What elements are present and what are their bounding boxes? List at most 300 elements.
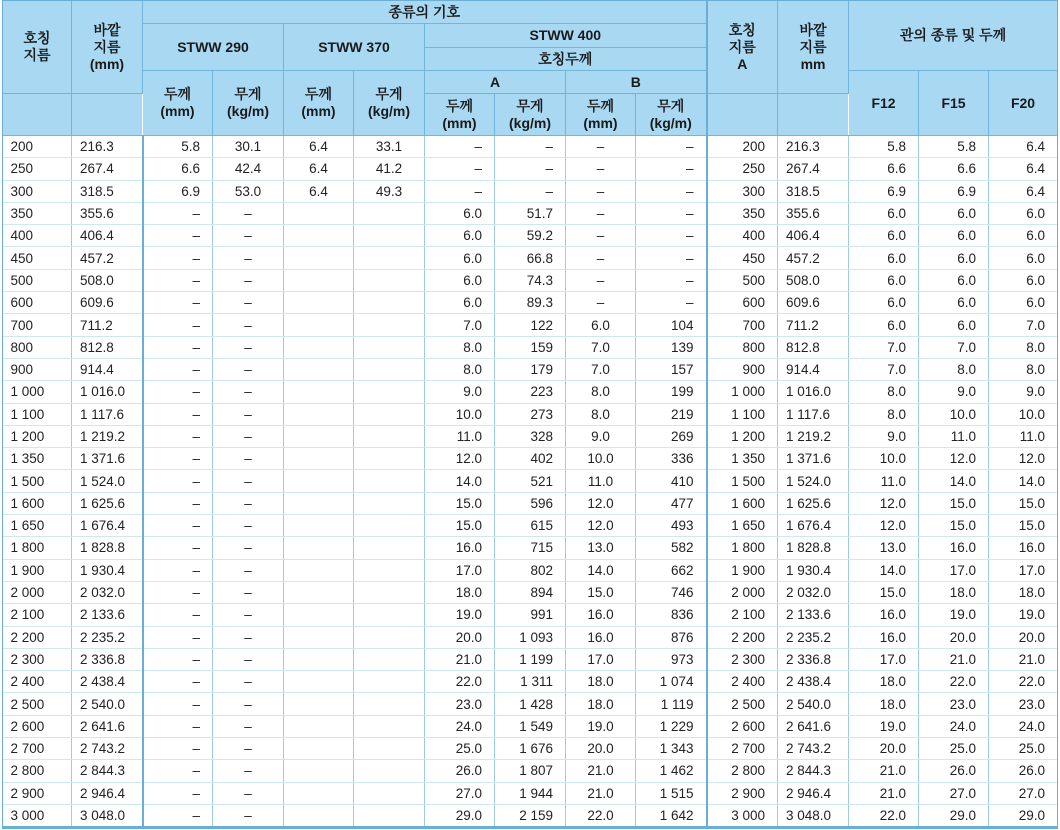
cell-outer-dia: 355.6 [72, 202, 143, 224]
cell-a-thickness: 10.0 [425, 403, 495, 425]
cell-outer-dia-mm: 2 641.6 [778, 715, 849, 737]
cell-outer-dia-mm: 2 743.2 [778, 738, 849, 760]
nominal-diameter-header-spacer [3, 94, 72, 136]
cell-b-thickness: 16.0 [566, 626, 636, 648]
cell-nominal-dia: 3 000 [3, 804, 72, 827]
cell-a-thickness: 8.0 [425, 336, 495, 358]
cell-stww290-weight: – [213, 648, 284, 670]
cell-stww370-weight [354, 358, 425, 380]
table-row [3, 269, 1058, 291]
cell-stww370-thickness [284, 448, 354, 470]
cell-stww290-thickness: – [143, 804, 213, 827]
cell-stww290-weight: – [213, 738, 284, 760]
cell-stww290-weight: – [213, 358, 284, 380]
cell-a-weight: 122 [495, 314, 566, 336]
cell-outer-dia-mm: 216.3 [778, 136, 849, 158]
cell-b-thickness: 8.0 [566, 403, 636, 425]
cell-stww290-thickness: – [143, 782, 213, 804]
cell-nominal-dia-a: 2 100 [707, 604, 778, 626]
cell-outer-dia: 812.8 [72, 336, 143, 358]
cell-f12: 21.0 [849, 782, 919, 804]
cell-b-weight: 1 642 [636, 804, 707, 827]
cell-f20: 6.0 [989, 247, 1058, 269]
cell-b-weight: 876 [636, 626, 707, 648]
cell-stww290-weight: – [213, 225, 284, 247]
cell-nominal-dia: 800 [3, 336, 72, 358]
cell-f20: 29.0 [989, 804, 1058, 827]
cell-f20: 9.0 [989, 381, 1058, 403]
cell-nominal-dia-a: 1 350 [707, 448, 778, 470]
cell-outer-dia: 711.2 [72, 314, 143, 336]
cell-b-thickness: – [566, 180, 636, 202]
cell-f20: 6.0 [989, 292, 1058, 314]
cell-f20: 22.0 [989, 671, 1058, 693]
cell-nominal-dia: 300 [3, 180, 72, 202]
stww290-header: STWW 290 [143, 24, 284, 71]
cell-b-weight: – [636, 292, 707, 314]
cell-stww290-weight: – [213, 693, 284, 715]
cell-a-thickness: 15.0 [425, 492, 495, 514]
cell-stww290-thickness: – [143, 448, 213, 470]
cell-nominal-dia-a: 1 600 [707, 492, 778, 514]
cell-nominal-dia: 1 200 [3, 425, 72, 447]
cell-a-weight: 521 [495, 470, 566, 492]
table-row [3, 448, 1058, 470]
cell-b-thickness: 10.0 [566, 448, 636, 470]
cell-b-thickness: 13.0 [566, 537, 636, 559]
cell-outer-dia-mm: 2 438.4 [778, 671, 849, 693]
cell-outer-dia: 2 336.8 [72, 648, 143, 670]
cell-f20: 11.0 [989, 425, 1058, 447]
cell-b-thickness: 11.0 [566, 470, 636, 492]
cell-nominal-dia: 2 100 [3, 604, 72, 626]
cell-outer-dia: 2 844.3 [72, 760, 143, 782]
cell-b-weight: – [636, 247, 707, 269]
cell-outer-dia-mm: 3 048.0 [778, 804, 849, 827]
cell-outer-dia: 267.4 [72, 158, 143, 180]
cell-outer-dia: 609.6 [72, 292, 143, 314]
cell-stww290-weight: – [213, 671, 284, 693]
cell-f12: 6.0 [849, 314, 919, 336]
cell-b-thickness: – [566, 225, 636, 247]
cell-f12: 6.6 [849, 158, 919, 180]
cell-nominal-dia: 1 650 [3, 515, 72, 537]
cell-a-weight: 1 944 [495, 782, 566, 804]
cell-f15: 17.0 [919, 559, 989, 581]
cell-stww370-thickness [284, 693, 354, 715]
cell-stww290-thickness: – [143, 738, 213, 760]
cell-stww290-weight: – [213, 604, 284, 626]
cell-outer-dia: 1 625.6 [72, 492, 143, 514]
cell-stww370-thickness: 6.4 [284, 158, 354, 180]
cell-stww290-weight: – [213, 559, 284, 581]
cell-stww290-thickness: – [143, 626, 213, 648]
pipe-spec-table [2, 0, 1058, 828]
cell-stww370-weight [354, 336, 425, 358]
table-row [3, 738, 1058, 760]
cell-stww290-weight: – [213, 336, 284, 358]
cell-a-thickness: 17.0 [425, 559, 495, 581]
cell-f15: 6.0 [919, 247, 989, 269]
cell-f20: 21.0 [989, 648, 1058, 670]
cell-outer-dia: 1 930.4 [72, 559, 143, 581]
cell-outer-dia-mm: 1 524.0 [778, 470, 849, 492]
cell-stww370-weight [354, 604, 425, 626]
cell-b-weight: 1 343 [636, 738, 707, 760]
cell-stww290-thickness: – [143, 693, 213, 715]
cell-nominal-dia: 2 200 [3, 626, 72, 648]
cell-nominal-dia-a: 1 200 [707, 425, 778, 447]
cell-nominal-dia-a: 1 000 [707, 381, 778, 403]
cell-outer-dia: 914.4 [72, 358, 143, 380]
cell-b-thickness: 15.0 [566, 581, 636, 603]
cell-a-thickness: 6.0 [425, 202, 495, 224]
outer-diameter-mm-header: 바깥 지름 mm [778, 1, 849, 94]
cell-nominal-dia-a: 2 400 [707, 671, 778, 693]
table-row [3, 492, 1058, 514]
cell-stww290-thickness: – [143, 648, 213, 670]
cell-b-thickness: – [566, 247, 636, 269]
cell-nominal-dia-a: 1 900 [707, 559, 778, 581]
cell-f15: 11.0 [919, 425, 989, 447]
cell-stww370-weight [354, 492, 425, 514]
cell-f15: 22.0 [919, 671, 989, 693]
cell-outer-dia: 457.2 [72, 247, 143, 269]
table-row [3, 604, 1058, 626]
cell-outer-dia-mm: 267.4 [778, 158, 849, 180]
cell-a-weight: 179 [495, 358, 566, 380]
cell-outer-dia-mm: 1 016.0 [778, 381, 849, 403]
cell-f15: 15.0 [919, 515, 989, 537]
cell-nominal-dia: 2 300 [3, 648, 72, 670]
cell-f20: 12.0 [989, 448, 1058, 470]
cell-b-weight: – [636, 158, 707, 180]
cell-stww370-weight [354, 693, 425, 715]
cell-stww290-thickness: – [143, 604, 213, 626]
cell-a-weight: 1 549 [495, 715, 566, 737]
cell-b-thickness: – [566, 292, 636, 314]
cell-stww290-thickness: – [143, 559, 213, 581]
f12-header: F12 [849, 71, 919, 136]
cell-b-weight: 269 [636, 425, 707, 447]
table-row [3, 292, 1058, 314]
cell-f15: 23.0 [919, 693, 989, 715]
cell-b-weight: 139 [636, 336, 707, 358]
cell-f20: 8.0 [989, 358, 1058, 380]
cell-nominal-dia-a: 2 200 [707, 626, 778, 648]
cell-f12: 6.0 [849, 269, 919, 291]
cell-outer-dia: 318.5 [72, 180, 143, 202]
cell-stww370-weight [354, 648, 425, 670]
cell-stww290-thickness: 6.6 [143, 158, 213, 180]
cell-stww290-weight: – [213, 247, 284, 269]
cell-stww370-thickness [284, 604, 354, 626]
cell-stww370-weight [354, 626, 425, 648]
cell-f12: 6.0 [849, 225, 919, 247]
cell-nominal-dia: 1 500 [3, 470, 72, 492]
cell-a-weight: 159 [495, 336, 566, 358]
cell-outer-dia-mm: 1 828.8 [778, 537, 849, 559]
cell-f20: 20.0 [989, 626, 1058, 648]
cell-a-thickness: 18.0 [425, 581, 495, 603]
table-row [3, 381, 1058, 403]
cell-stww370-weight [354, 470, 425, 492]
cell-stww370-weight [354, 559, 425, 581]
cell-stww290-thickness: 5.8 [143, 136, 213, 158]
cell-b-thickness: – [566, 269, 636, 291]
cell-f20: 6.0 [989, 225, 1058, 247]
cell-outer-dia: 1 016.0 [72, 381, 143, 403]
cell-b-thickness: 16.0 [566, 604, 636, 626]
cell-nominal-dia: 2 500 [3, 693, 72, 715]
cell-stww290-weight: – [213, 492, 284, 514]
cell-stww290-weight: 53.0 [213, 180, 284, 202]
cell-b-thickness: 22.0 [566, 804, 636, 827]
cell-stww370-weight [354, 715, 425, 737]
grade-b-header: B [566, 71, 707, 94]
cell-b-weight: 1 074 [636, 671, 707, 693]
cell-a-thickness: 23.0 [425, 693, 495, 715]
cell-stww370-weight [354, 269, 425, 291]
grade-a-weight-header: 무게 (kg/m) [495, 94, 566, 136]
table-row [3, 782, 1058, 804]
cell-nominal-dia: 500 [3, 269, 72, 291]
cell-f15: 19.0 [919, 604, 989, 626]
cell-a-thickness: 29.0 [425, 804, 495, 827]
cell-outer-dia-mm: 355.6 [778, 202, 849, 224]
cell-b-weight: 1 515 [636, 782, 707, 804]
cell-stww290-weight: – [213, 269, 284, 291]
cell-f12: 16.0 [849, 626, 919, 648]
outer-diameter-header-spacer [72, 94, 143, 136]
cell-outer-dia: 1 676.4 [72, 515, 143, 537]
cell-b-weight: 662 [636, 559, 707, 581]
cell-a-thickness: 11.0 [425, 425, 495, 447]
cell-a-thickness: 9.0 [425, 381, 495, 403]
cell-stww370-weight [354, 738, 425, 760]
cell-b-thickness: 12.0 [566, 492, 636, 514]
cell-nominal-dia: 2 800 [3, 760, 72, 782]
table-row [3, 559, 1058, 581]
cell-stww370-weight [354, 782, 425, 804]
cell-nominal-dia-a: 2 700 [707, 738, 778, 760]
cell-outer-dia: 2 438.4 [72, 671, 143, 693]
cell-b-thickness: 21.0 [566, 760, 636, 782]
cell-a-weight: 402 [495, 448, 566, 470]
cell-a-thickness: 8.0 [425, 358, 495, 380]
cell-f15: 14.0 [919, 470, 989, 492]
cell-f12: 19.0 [849, 715, 919, 737]
cell-nominal-dia-a: 1 800 [707, 537, 778, 559]
nominal-diameter-header: 호칭 지름 [3, 1, 72, 94]
cell-stww370-thickness [284, 225, 354, 247]
cell-f15: 9.0 [919, 381, 989, 403]
cell-b-weight: – [636, 202, 707, 224]
cell-f15: 6.0 [919, 269, 989, 291]
cell-stww290-thickness: – [143, 292, 213, 314]
cell-nominal-dia-a: 1 100 [707, 403, 778, 425]
cell-stww370-weight [354, 202, 425, 224]
cell-nominal-dia: 1 800 [3, 537, 72, 559]
cell-stww290-weight: 30.1 [213, 136, 284, 158]
cell-a-weight: 89.3 [495, 292, 566, 314]
cell-f20: 24.0 [989, 715, 1058, 737]
cell-stww290-thickness: – [143, 247, 213, 269]
cell-a-thickness: 6.0 [425, 269, 495, 291]
cell-outer-dia-mm: 914.4 [778, 358, 849, 380]
cell-nominal-dia: 1 600 [3, 492, 72, 514]
cell-a-weight: 715 [495, 537, 566, 559]
cell-b-weight: – [636, 269, 707, 291]
cell-f12: 7.0 [849, 358, 919, 380]
cell-a-weight: 2 159 [495, 804, 566, 827]
cell-outer-dia: 216.3 [72, 136, 143, 158]
table-row [3, 358, 1058, 380]
table-row [3, 136, 1058, 158]
cell-a-thickness: 21.0 [425, 648, 495, 670]
stww400-header: STWW 400 [425, 24, 707, 48]
cell-f15: 6.6 [919, 158, 989, 180]
cell-b-weight: 104 [636, 314, 707, 336]
cell-stww370-weight [354, 403, 425, 425]
cell-outer-dia-mm: 1 676.4 [778, 515, 849, 537]
cell-f12: 6.0 [849, 292, 919, 314]
table-row [3, 693, 1058, 715]
cell-a-weight: 615 [495, 515, 566, 537]
cell-stww290-thickness: – [143, 336, 213, 358]
cell-f20: 10.0 [989, 403, 1058, 425]
cell-stww370-weight [354, 448, 425, 470]
cell-f12: 12.0 [849, 492, 919, 514]
cell-f12: 11.0 [849, 470, 919, 492]
cell-outer-dia-mm: 406.4 [778, 225, 849, 247]
cell-a-weight: 74.3 [495, 269, 566, 291]
cell-nominal-dia: 2 400 [3, 671, 72, 693]
cell-stww370-thickness [284, 336, 354, 358]
cell-nominal-dia-a: 2 900 [707, 782, 778, 804]
cell-stww370-weight: 41.2 [354, 158, 425, 180]
cell-f12: 6.0 [849, 202, 919, 224]
cell-f20: 25.0 [989, 738, 1058, 760]
cell-outer-dia: 406.4 [72, 225, 143, 247]
stww370-weight-header: 무게 (kg/m) [354, 71, 425, 136]
cell-nominal-dia-a: 2 000 [707, 581, 778, 603]
cell-f20: 6.4 [989, 180, 1058, 202]
cell-f15: 25.0 [919, 738, 989, 760]
cell-stww290-thickness: – [143, 581, 213, 603]
cell-f15: 6.9 [919, 180, 989, 202]
cell-stww370-weight [354, 515, 425, 537]
cell-nominal-dia: 1 000 [3, 381, 72, 403]
cell-stww290-thickness: – [143, 269, 213, 291]
cell-a-thickness: 6.0 [425, 292, 495, 314]
cell-a-weight: 802 [495, 559, 566, 581]
cell-stww370-weight [354, 314, 425, 336]
cell-stww370-weight [354, 247, 425, 269]
cell-nominal-dia-a: 300 [707, 180, 778, 202]
cell-nominal-dia-a: 450 [707, 247, 778, 269]
cell-stww290-weight: – [213, 425, 284, 447]
cell-b-weight: 1 462 [636, 760, 707, 782]
cell-nominal-dia: 200 [3, 136, 72, 158]
cell-f15: 6.0 [919, 225, 989, 247]
cell-stww370-thickness [284, 425, 354, 447]
cell-f15: 12.0 [919, 448, 989, 470]
cell-stww290-weight: – [213, 760, 284, 782]
cell-f12: 18.0 [849, 693, 919, 715]
outer-diameter-header: 바깥 지름 (mm) [72, 1, 143, 94]
cell-stww370-thickness [284, 537, 354, 559]
cell-b-weight: 1 119 [636, 693, 707, 715]
cell-nominal-dia: 2 000 [3, 581, 72, 603]
cell-stww370-weight: 49.3 [354, 180, 425, 202]
cell-outer-dia-mm: 2 946.4 [778, 782, 849, 804]
cell-a-weight: 1 676 [495, 738, 566, 760]
table-row [3, 425, 1058, 447]
cell-a-thickness: 6.0 [425, 225, 495, 247]
cell-nominal-dia-a: 3 000 [707, 804, 778, 827]
cell-stww290-weight: – [213, 715, 284, 737]
cell-f15: 27.0 [919, 782, 989, 804]
cell-stww290-weight: – [213, 515, 284, 537]
cell-outer-dia-mm: 2 336.8 [778, 648, 849, 670]
table-row [3, 648, 1058, 670]
table-row [3, 581, 1058, 603]
cell-f20: 6.4 [989, 136, 1058, 158]
cell-b-weight: 157 [636, 358, 707, 380]
cell-outer-dia: 1 117.6 [72, 403, 143, 425]
cell-stww370-thickness [284, 269, 354, 291]
cell-outer-dia: 2 235.2 [72, 626, 143, 648]
cell-nominal-dia-a: 2 500 [707, 693, 778, 715]
cell-f20: 7.0 [989, 314, 1058, 336]
cell-outer-dia: 2 540.0 [72, 693, 143, 715]
cell-stww370-thickness [284, 715, 354, 737]
cell-stww370-thickness [284, 358, 354, 380]
cell-f12: 7.0 [849, 336, 919, 358]
cell-nominal-dia-a: 2 800 [707, 760, 778, 782]
cell-nominal-dia: 350 [3, 202, 72, 224]
cell-outer-dia-mm: 508.0 [778, 269, 849, 291]
cell-b-thickness: – [566, 136, 636, 158]
cell-nominal-dia-a: 2 300 [707, 648, 778, 670]
cell-f20: 18.0 [989, 581, 1058, 603]
cell-b-thickness: – [566, 158, 636, 180]
stww290-thickness-header: 두께 (mm) [143, 71, 213, 136]
cell-nominal-dia-a: 350 [707, 202, 778, 224]
f15-header: F15 [919, 71, 989, 136]
cell-nominal-dia: 1 100 [3, 403, 72, 425]
cell-a-weight: 1 428 [495, 693, 566, 715]
cell-f12: 17.0 [849, 648, 919, 670]
cell-nominal-dia-a: 400 [707, 225, 778, 247]
cell-stww370-thickness [284, 314, 354, 336]
cell-nominal-dia: 600 [3, 292, 72, 314]
cell-f12: 22.0 [849, 804, 919, 827]
cell-b-thickness: 21.0 [566, 782, 636, 804]
cell-a-thickness: 24.0 [425, 715, 495, 737]
cell-stww370-thickness [284, 292, 354, 314]
cell-outer-dia-mm: 1 117.6 [778, 403, 849, 425]
cell-stww290-weight: – [213, 448, 284, 470]
cell-a-thickness: 26.0 [425, 760, 495, 782]
pipe-type-thickness-header: 관의 종류 및 두께 [849, 1, 1058, 71]
cell-f12: 13.0 [849, 537, 919, 559]
cell-a-weight: – [495, 180, 566, 202]
cell-f15: 15.0 [919, 492, 989, 514]
outer-diameter-mm-header-spacer [778, 94, 849, 136]
cell-b-thickness: 18.0 [566, 693, 636, 715]
